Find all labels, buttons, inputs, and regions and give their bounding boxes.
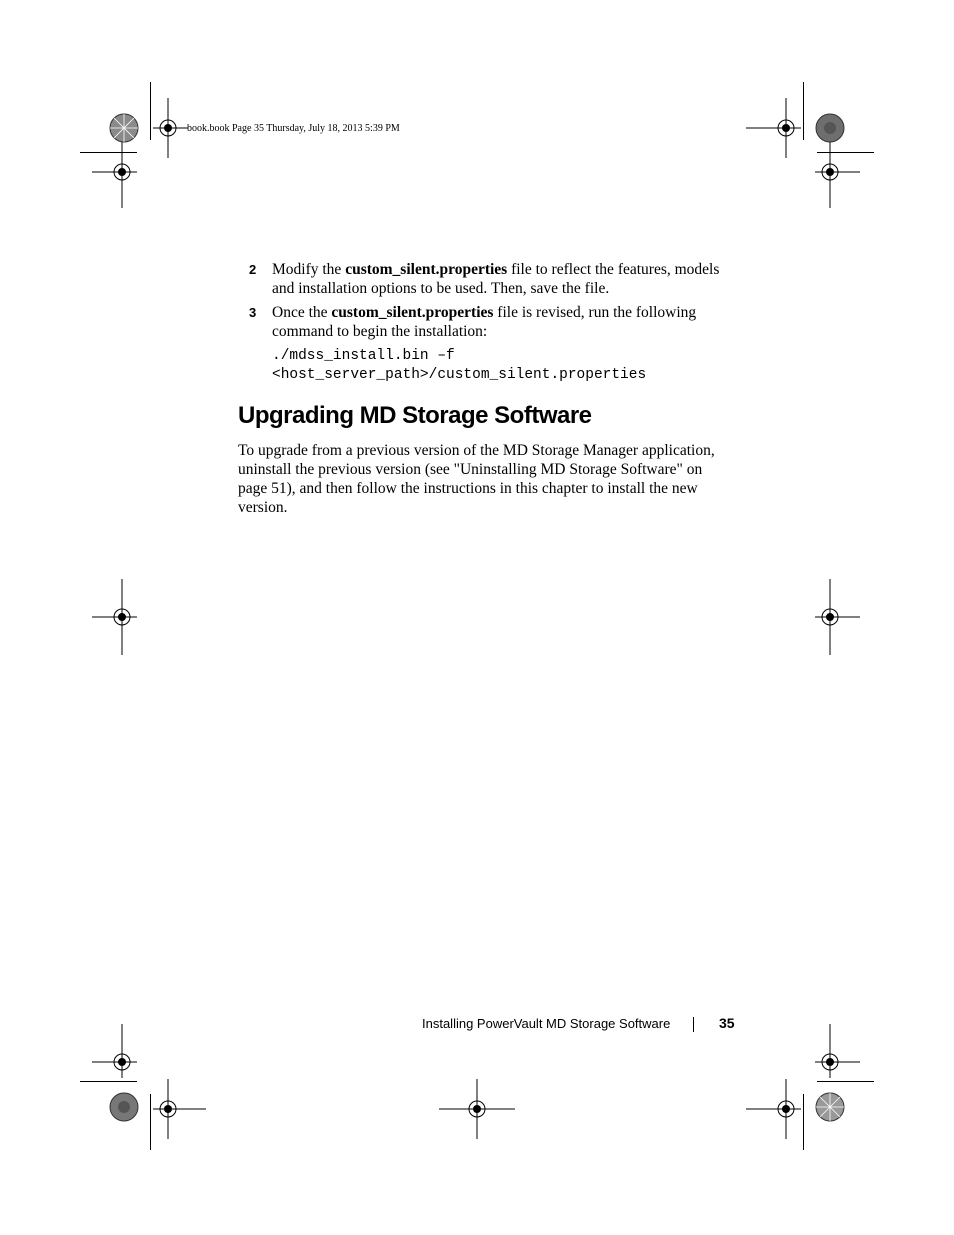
step-text: Once the custom_silent.properties file is revised, run the following command to begin the installation: [272,304,697,340]
registration-mark-icon [138,1079,198,1139]
crop-mark [803,1094,804,1150]
registration-mark-icon [800,1032,860,1092]
step-text: Modify the custom_silent.properties file to reflect the features, models and installation options to be used. Then, save the file. [272,261,720,297]
print-rosette-icon [815,1092,845,1122]
file-name: custom_silent.properties [331,304,494,321]
code-line: <host_server_path>/custom_silent.properties [272,367,647,383]
registration-mark-icon [800,142,860,202]
code-line: ./mdss_install.bin –f [272,348,455,364]
registration-mark-icon [800,587,860,647]
crop-mark [803,82,804,140]
footer-divider [693,1017,694,1032]
registration-mark-icon [92,142,152,202]
crop-mark [80,1081,137,1082]
crop-mark [150,82,151,140]
section-heading: Upgrading MD Storage Software [238,402,592,429]
print-slug: book.book Page 35 Thursday, July 18, 2013 5:39 PM [187,123,400,134]
footer-chapter-title: Installing PowerVault MD Storage Software [422,1016,671,1031]
print-rosette-icon [109,113,139,143]
step-number: 3 [249,305,257,320]
page-number: 35 [719,1015,735,1031]
crop-mark [817,1081,874,1082]
body-paragraph: To upgrade from a previous version of the MD Storage Manager application, uninstall the previous version (see "Uninstalling MD Storage Software" on page 51), and then follow the instructions in this chapter to install the new version. [238,442,715,516]
print-rosette-icon [815,113,845,143]
print-rosette-icon [109,1092,139,1122]
step-number: 2 [249,262,257,277]
registration-mark-icon [92,587,152,647]
file-name: custom_silent.properties [345,261,508,278]
registration-mark-icon [447,1079,507,1139]
